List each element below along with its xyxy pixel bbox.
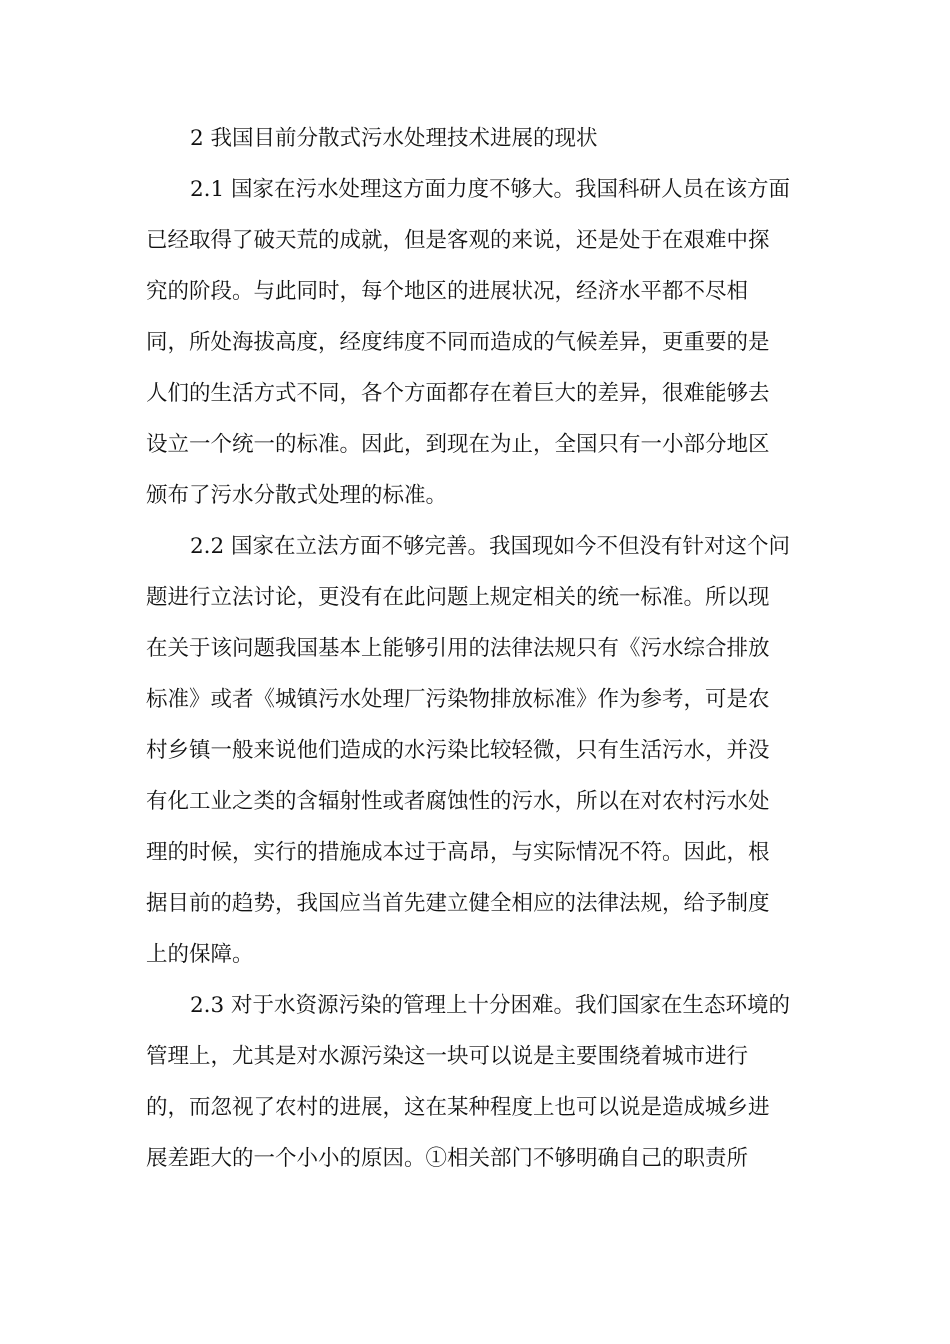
paragraph-2-2-line: 村乡镇一般来说他们造成的水污染比较轻微，只有生活污水，并没: [146, 738, 770, 763]
paragraph-2-2-line: 在关于该问题我国基本上能够引用的法律法规只有《污水综合排放: [146, 636, 770, 661]
section-heading: 2 我国目前分散式污水处理技术进展的现状: [190, 126, 598, 151]
paragraph-2-1-line: 人们的生活方式不同，各个方面都存在着巨大的差异，很难能够去: [146, 381, 770, 406]
paragraph-2-2-line: 据目前的趋势，我国应当首先建立健全相应的法律法规，给予制度: [146, 891, 770, 916]
paragraph-2-1-line: 已经取得了破天荒的成就，但是客观的来说，还是处于在艰难中探: [146, 228, 770, 253]
paragraph-2-2-line: 上的保障。: [146, 942, 254, 967]
paragraph-2-3-line: 管理上，尤其是对水源污染这一块可以说是主要围绕着城市进行: [146, 1044, 749, 1069]
paragraph-2-3-line: 展差距大的一个小小的原因。①相关部门不够明确自己的职责所: [146, 1146, 749, 1171]
paragraph-2-2-line: 2.2 国家在立法方面不够完善。我国现如今不但没有针对这个问: [190, 534, 791, 559]
paragraph-2-1-line: 同，所处海拔高度，经度纬度不同而造成的气候差异，更重要的是: [146, 330, 770, 355]
paragraph-2-1-line: 究的阶段。与此同时，每个地区的进展状况，经济水平都不尽相: [146, 279, 749, 304]
paragraph-2-2-line: 有化工业之类的含辐射性或者腐蚀性的污水，所以在对农村污水处: [146, 789, 770, 814]
paragraph-2-2-line: 理的时候，实行的措施成本过于高昂，与实际情况不符。因此，根: [146, 840, 770, 865]
paragraph-2-1-line: 设立一个统一的标准。因此，到现在为止，全国只有一小部分地区: [146, 432, 770, 457]
paragraph-2-2-line: 题进行立法讨论，更没有在此问题上规定相关的统一标准。所以现: [146, 585, 770, 610]
paragraph-2-2-line: 标准》或者《城镇污水处理厂污染物排放标准》作为参考，可是农: [146, 687, 770, 712]
paragraph-2-1-line: 颁布了污水分散式处理的标准。: [146, 483, 448, 508]
paragraph-2-1-line: 2.1 国家在污水处理这方面力度不够大。我国科研人员在该方面: [190, 177, 791, 202]
paragraph-2-3-line: 的，而忽视了农村的进展，这在某种程度上也可以说是造成城乡进: [146, 1095, 770, 1120]
paragraph-2-3-line: 2.3 对于水资源污染的管理上十分困难。我们国家在生态环境的: [190, 993, 791, 1018]
